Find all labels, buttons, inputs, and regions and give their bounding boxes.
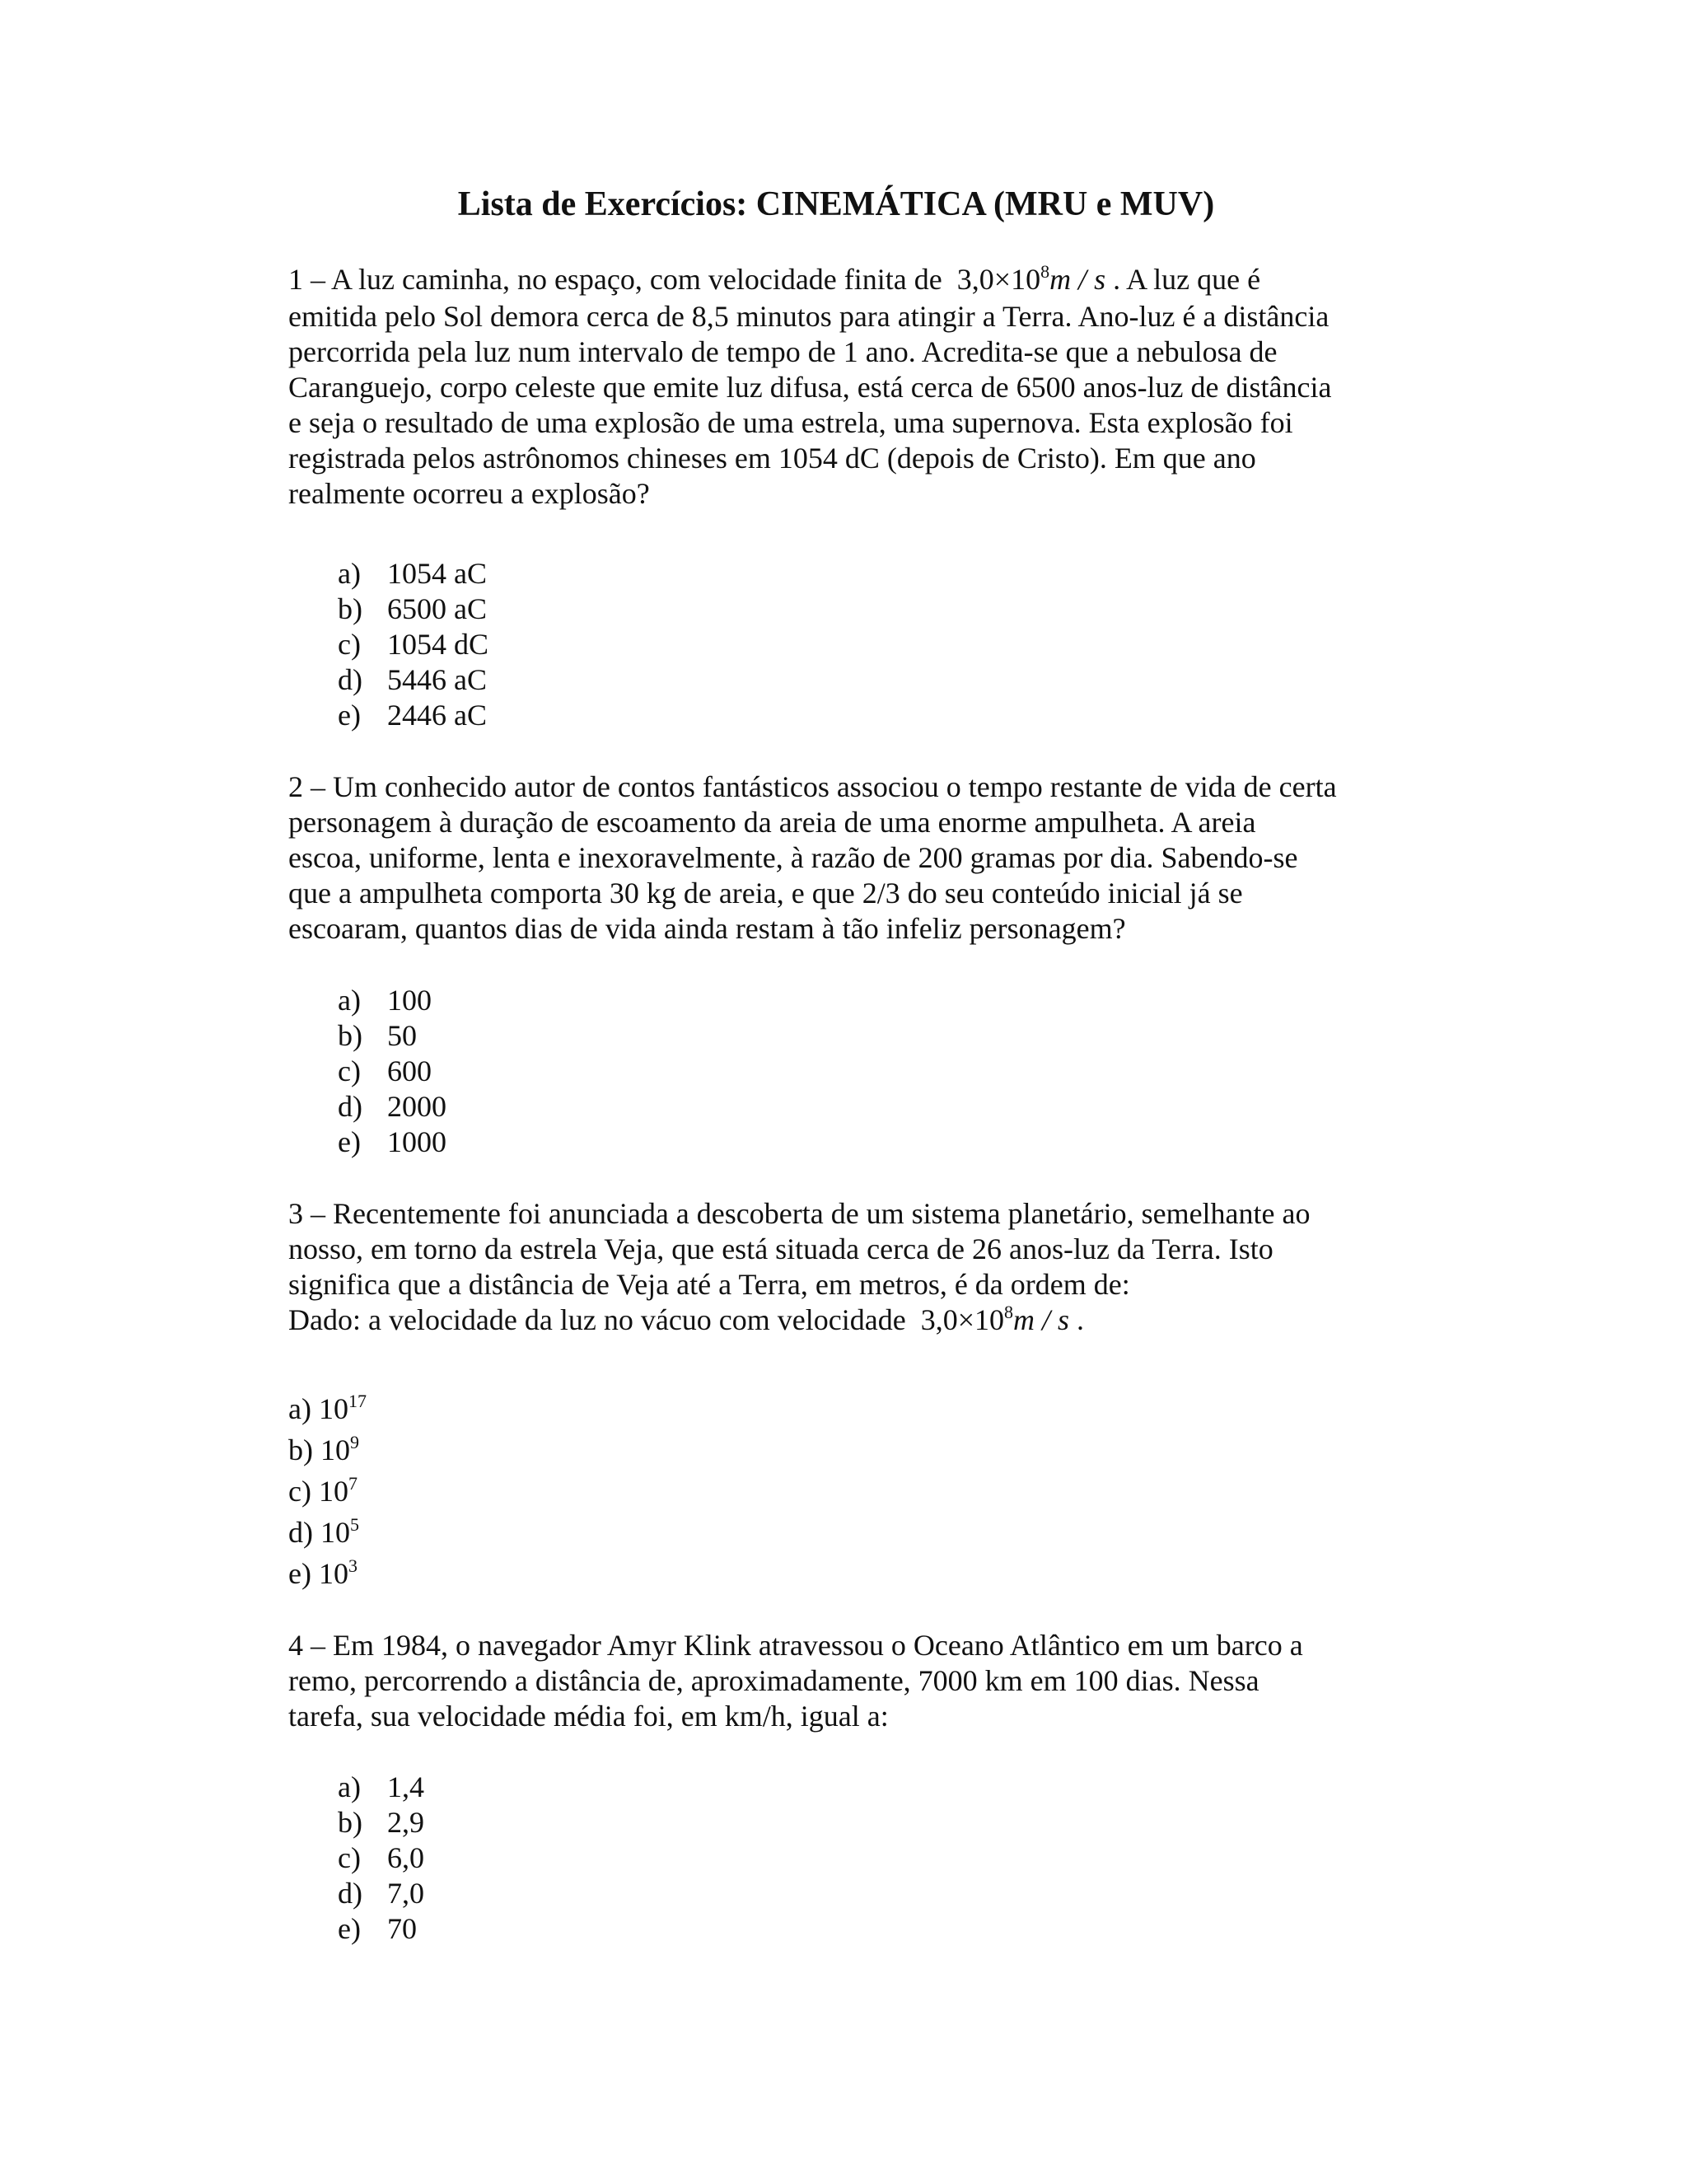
option-text: 100 xyxy=(387,984,432,1017)
speed-times-sign: × xyxy=(957,1303,975,1336)
speed-base: 10 xyxy=(1011,263,1041,296)
question-3-given-line xyxy=(288,1302,1384,1338)
page-title: Lista de Exercícios: CINEMÁTICA (MRU e MUV) xyxy=(457,185,1215,223)
option-b xyxy=(288,592,488,627)
option-letter: b) xyxy=(338,592,362,625)
option-letter: c) xyxy=(338,1055,361,1087)
question-4-line: tarefa, sua velocidade média foi, em km/h, igual a: xyxy=(288,1700,889,1733)
option-letter: d) xyxy=(288,1516,313,1549)
option-c xyxy=(288,627,488,662)
option-letter: e) xyxy=(338,699,361,732)
speed-times-sign: × xyxy=(993,263,1012,296)
option-letter: d) xyxy=(338,663,362,696)
question-4-text xyxy=(288,1628,1384,1734)
question-3-line: nosso, em torno da estrela Veja, que está situada cerca de 26 anos-luz da Terra. Isto xyxy=(288,1232,1273,1265)
option-d xyxy=(288,1512,367,1553)
question-3-options xyxy=(288,1388,367,1594)
option-letter: c) xyxy=(338,628,361,661)
option-letter: d) xyxy=(338,1090,362,1123)
question-4-line: remo, percorrendo a distância de, aproximadamente, 7000 km em 100 dias. Nessa xyxy=(288,1664,1259,1697)
question-1-first-line-end: . A luz que é xyxy=(1113,263,1261,296)
option-letter: c) xyxy=(338,1841,361,1874)
question-1-options xyxy=(288,556,488,733)
speed-mantissa: 3,0 xyxy=(956,263,994,296)
option-a xyxy=(288,556,488,592)
option-a xyxy=(288,983,446,1018)
option-text: 1,4 xyxy=(387,1770,424,1803)
question-3-text xyxy=(288,1196,1384,1338)
option-base: 10 xyxy=(320,1516,350,1549)
speed-base: 10 xyxy=(974,1303,1005,1336)
option-exponent: 3 xyxy=(348,1555,357,1576)
option-a xyxy=(288,1388,367,1429)
question-1-first-line-start: 1 – A luz caminha, no espaço, com velocidade finita de xyxy=(288,263,942,296)
option-text: 50 xyxy=(387,1019,417,1052)
option-letter: e) xyxy=(288,1557,311,1590)
option-text: 1054 aC xyxy=(387,557,487,590)
option-text: 1054 dC xyxy=(387,628,489,661)
question-2-line: escoa, uniforme, lenta e inexoravelmente, à razão de 200 gramas por dia. Sabendo-se xyxy=(288,841,1298,874)
light-speed-expression xyxy=(950,263,1113,296)
option-c xyxy=(288,1471,367,1512)
option-letter: c) xyxy=(288,1475,311,1508)
question-1-line: emitida pelo Sol demora cerca de 8,5 minutos para atingir a Terra. Ano-luz é a distância xyxy=(288,300,1330,333)
option-text: 600 xyxy=(387,1055,432,1087)
question-1-line: registrada pelos astrônomos chineses em 1054 dC (depois de Cristo). Em que ano xyxy=(288,442,1256,475)
light-speed-expression xyxy=(914,1303,1077,1336)
question-2-line: escoaram, quantos dias de vida ainda restam à tão infeliz personagem? xyxy=(288,912,1126,945)
option-text: 2446 aC xyxy=(387,699,487,732)
option-letter: b) xyxy=(288,1433,313,1466)
question-4-options xyxy=(288,1770,424,1947)
option-d xyxy=(288,1089,446,1125)
speed-exponent: 8 xyxy=(1040,261,1050,282)
question-2-line: que a ampulheta comporta 30 kg de areia, e que 2/3 do seu conteúdo inicial já se xyxy=(288,877,1243,910)
option-text: 7,0 xyxy=(387,1877,424,1910)
option-d xyxy=(288,662,488,698)
option-letter: a) xyxy=(338,984,361,1017)
question-4-line: 4 – Em 1984, o navegador Amyr Klink atravessou o Oceano Atlântico em um barco a xyxy=(288,1629,1303,1662)
question-1-text xyxy=(288,262,1384,512)
option-text: 5446 aC xyxy=(387,663,487,696)
option-d xyxy=(288,1876,424,1911)
option-c xyxy=(288,1054,446,1089)
option-letter: b) xyxy=(338,1806,362,1839)
question-1-line: e seja o resultado de uma explosão de uma estrela, uma supernova. Esta explosão foi xyxy=(288,406,1293,439)
question-2-options xyxy=(288,983,446,1160)
option-text: 6,0 xyxy=(387,1841,424,1874)
option-letter: b) xyxy=(338,1019,362,1052)
option-letter: a) xyxy=(288,1392,311,1425)
option-e xyxy=(288,1125,446,1160)
speed-exponent: 8 xyxy=(1004,1302,1014,1322)
option-base: 10 xyxy=(318,1475,348,1508)
option-e xyxy=(288,698,488,733)
question-1-line: Caranguejo, corpo celeste que emite luz difusa, está cerca de 6500 anos-luz de distância xyxy=(288,371,1332,404)
option-letter: d) xyxy=(338,1877,362,1910)
option-letter: e) xyxy=(338,1912,361,1945)
question-3-line: 3 – Recentemente foi anunciada a descoberta de um sistema planetário, semelhante ao xyxy=(288,1197,1311,1230)
option-exponent: 5 xyxy=(350,1514,359,1535)
option-b xyxy=(288,1018,446,1054)
option-text: 1000 xyxy=(387,1125,446,1158)
option-text: 70 xyxy=(387,1912,417,1945)
question-2-line: personagem à duração de escoamento da areia de uma enorme ampulheta. A areia xyxy=(288,806,1256,839)
question-1-first-line xyxy=(288,262,1384,297)
option-c xyxy=(288,1840,424,1876)
question-1-line: realmente ocorreu a explosão? xyxy=(288,477,650,510)
question-3-given-text: Dado: a velocidade da luz no vácuo com velocidade xyxy=(288,1303,906,1336)
option-text: 6500 aC xyxy=(387,592,487,625)
option-base: 10 xyxy=(320,1433,350,1466)
option-exponent: 9 xyxy=(350,1432,359,1452)
option-letter: a) xyxy=(338,557,361,590)
speed-unit: m / s xyxy=(1013,1303,1070,1336)
speed-unit: m / s xyxy=(1049,263,1106,296)
option-b xyxy=(288,1429,367,1471)
question-3-line: significa que a distância de Veja até a Terra, em metros, é da ordem de: xyxy=(288,1268,1130,1301)
option-a xyxy=(288,1770,424,1805)
option-b xyxy=(288,1805,424,1840)
option-letter: e) xyxy=(338,1125,361,1158)
option-base: 10 xyxy=(318,1557,348,1590)
option-text: 2,9 xyxy=(387,1806,424,1839)
option-base: 10 xyxy=(318,1392,348,1425)
question-1-line: percorrida pela luz num intervalo de tempo de 1 ano. Acredita-se que a nebulosa de xyxy=(288,335,1278,368)
speed-mantissa: 3,0 xyxy=(920,1303,958,1336)
option-exponent: 7 xyxy=(348,1473,357,1494)
option-text: 2000 xyxy=(387,1090,446,1123)
option-e xyxy=(288,1911,424,1947)
question-2-text xyxy=(288,769,1384,947)
question-2-line: 2 – Um conhecido autor de contos fantásticos associou o tempo restante de vida de certa xyxy=(288,770,1337,803)
option-letter: a) xyxy=(338,1770,361,1803)
option-e xyxy=(288,1553,367,1594)
option-exponent: 17 xyxy=(348,1391,367,1411)
question-3-given-end: . xyxy=(1077,1303,1085,1336)
